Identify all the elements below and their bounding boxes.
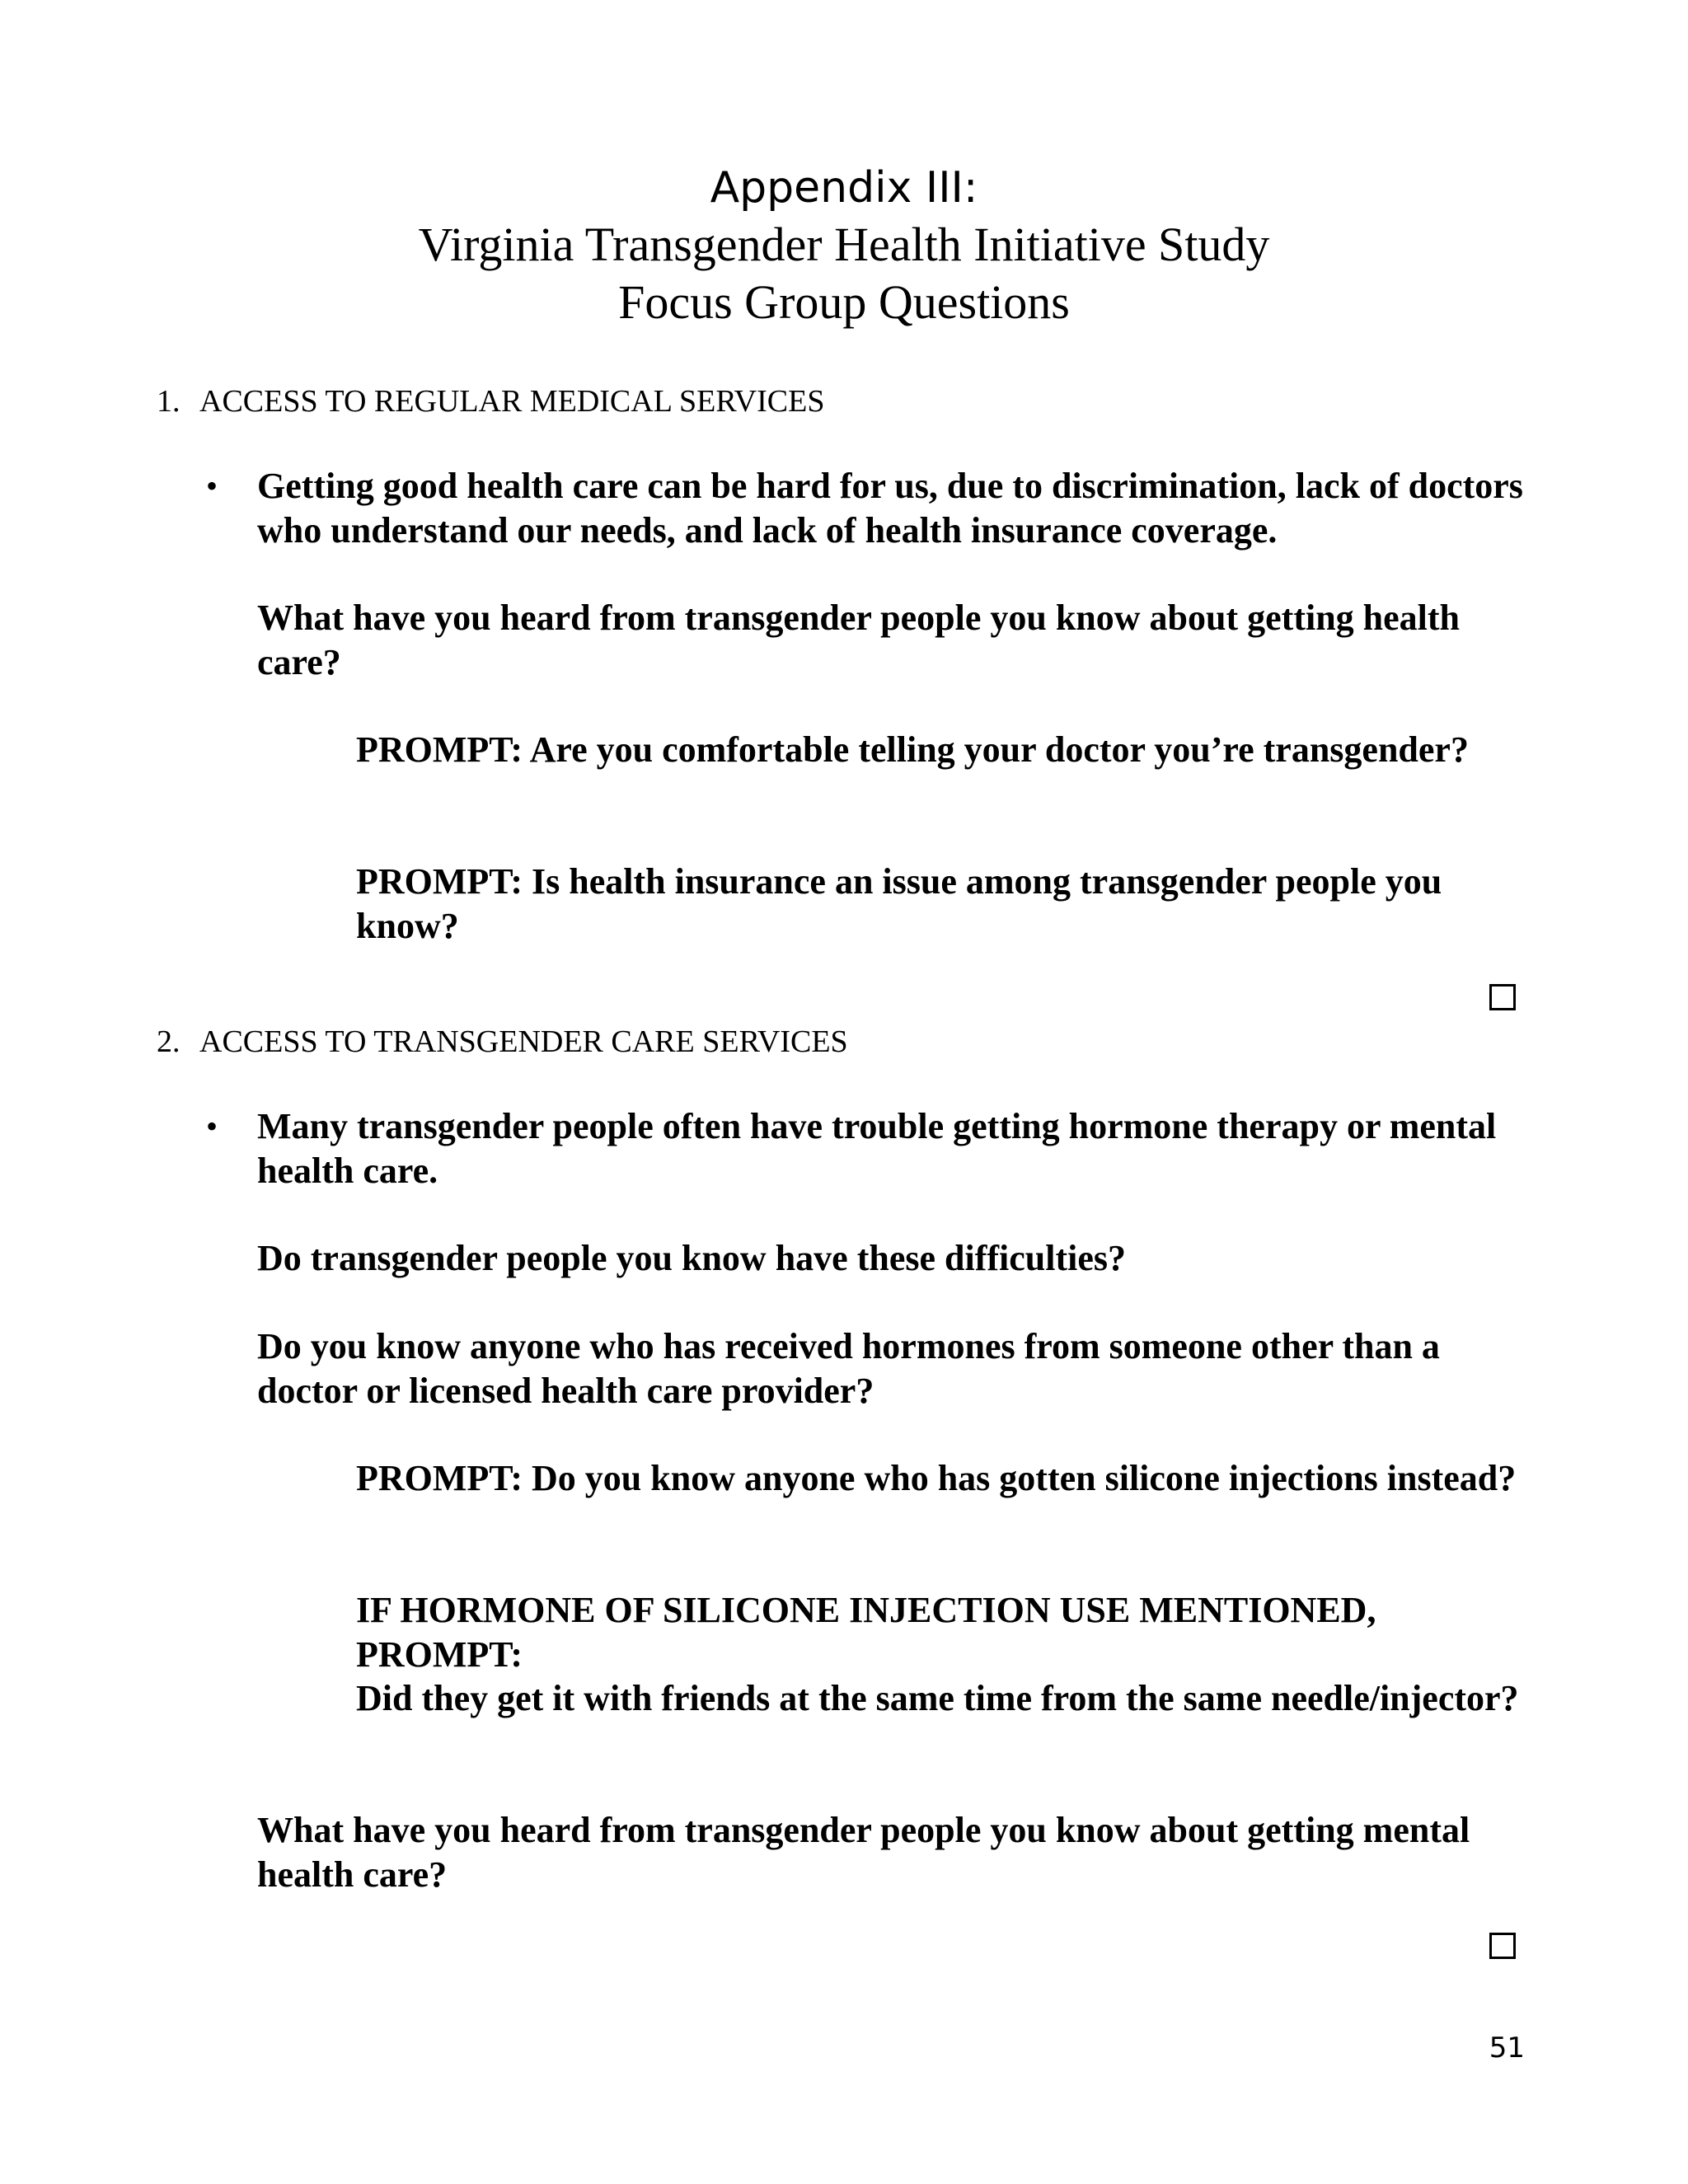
section-1-intro: Getting good health care can be hard for us, due to discrimination, lack of doctors who understand our needs, and lack of health insurance coverage. [257, 466, 1523, 551]
study-title: Virginia Transgender Health Initiative Study [418, 218, 1270, 271]
section-2-checkbox[interactable] [1489, 1933, 1516, 1959]
page-number: 51 [1489, 2032, 1525, 2064]
appendix-title: Appendix III: [710, 163, 978, 213]
section-2-prompt-2: Did they get it with friends at the same time from the same needle/injector? [356, 1678, 1519, 1718]
section-2-intro: Many transgender people often have trouble getting hormone therapy or mental health care. [257, 1106, 1497, 1191]
section-2-question-2: Do you know anyone who has received hormones from someone other than a doctor or licensed health care provider? [257, 1326, 1440, 1411]
section-2-heading [157, 1022, 848, 1062]
section-1-prompt-1: PROMPT: Are you comfortable telling your doctor you’re transgender? [356, 729, 1469, 770]
section-1-prompt-2: PROMPT: Is health insurance an issue among transgender people you know? [356, 861, 1442, 946]
section-1-bullet: • [206, 467, 218, 504]
section-2-title: ACCESS TO TRANSGENDER CARE SERVICES [199, 1024, 848, 1059]
section-1-heading [157, 382, 824, 421]
section-2-number: 2. [157, 1024, 181, 1059]
section-1-number: 1. [157, 384, 181, 419]
section-2-question-1: Do transgender people you know have these difficulties? [257, 1238, 1126, 1278]
section-1-checkbox[interactable] [1489, 984, 1516, 1010]
section-1-title: ACCESS TO REGULAR MEDICAL SERVICES [199, 384, 825, 419]
section-2-closing-question: What have you heard from transgender people you know about getting mental health care? [257, 1810, 1470, 1895]
section-1-question: What have you heard from transgender people you know about getting health care? [257, 598, 1461, 682]
section-2-prompt-1: PROMPT: Do you know anyone who has gotten silicone injections instead? [356, 1458, 1517, 1498]
section-2-conditional-prompt: IF HORMONE OF SILICONE INJECTION USE MENTIONED, PROMPT: [356, 1590, 1376, 1675]
focus-group-subtitle: Focus Group Questions [618, 275, 1070, 329]
section-2-bullet: • [206, 1108, 218, 1145]
